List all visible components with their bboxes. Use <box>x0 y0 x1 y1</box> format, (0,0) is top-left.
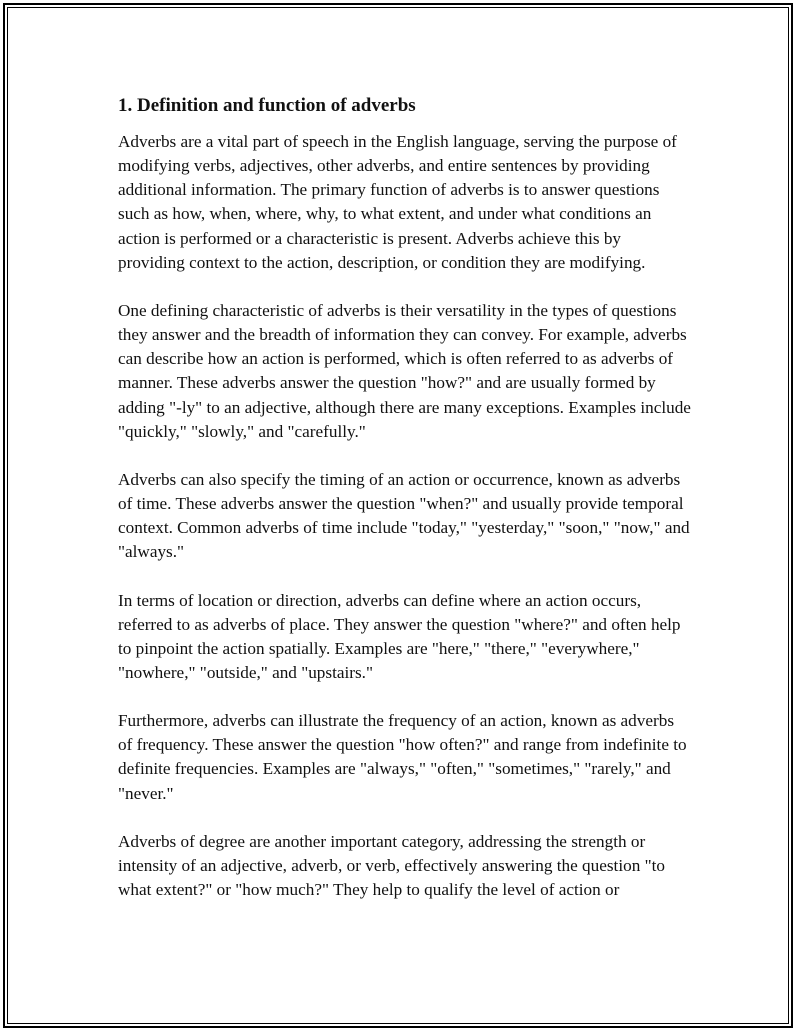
paragraph-degree: Adverbs of degree are another important category, addressing the strength or intensity of an adjective, adverb, or verb, effectively answering the question "to what extent?" or "how much?" They help to qualify the level of action or <box>118 831 665 900</box>
paragraph-manner: One defining characteristic of adverbs is their versatility in the types of questions they answer and the breadth of information they can convey. For example, adverbs can describe how an action is performed, which is often referred to as adverbs of manner. These adverbs answer the question "how?" and are usually formed by adding "-ly" to an adjective, although there are many exceptions. Examples include "quickly," "slowly," and "carefully." <box>118 300 691 441</box>
paragraph-place: In terms of location or direction, adverbs can define where an action occurs, referred to as adverbs of place. They answer the question "where?" and often help to pinpoint the action spatially. Examples are "here," "there," "everywhere," "nowhere," "outside," and "upstairs." <box>118 590 681 682</box>
paragraph-definition: Adverbs are a vital part of speech in the English language, serving the purpose of modifying verbs, adjectives, other adverbs, and entire sentences by providing additional information. The primary function of adverbs is to answer questions such as how, when, where, why, to what extent, and under what conditions an action is performed or a characteristic is present. Adverbs achieve this by providing context to the action, description, or condition they are modifying. <box>118 132 677 272</box>
paragraph-time: Adverbs can also specify the timing of an action or occurrence, known as adverbs of time. These adverbs answer the question "when?" and usually provide temporal context. Common adverbs of time include "today," "yesterday," "soon," "now," and "always." <box>118 469 690 562</box>
document-body <box>118 92 692 926</box>
section-heading: 1. Definition and function of adverbs <box>118 95 416 116</box>
paragraph-frequency: Furthermore, adverbs can illustrate the frequency of an action, known as adverbs of frequency. These answer the question "how often?" and range from indefinite to definite frequencies. Examples are "always," "often," "sometimes," "rarely," and "never." <box>118 711 687 803</box>
